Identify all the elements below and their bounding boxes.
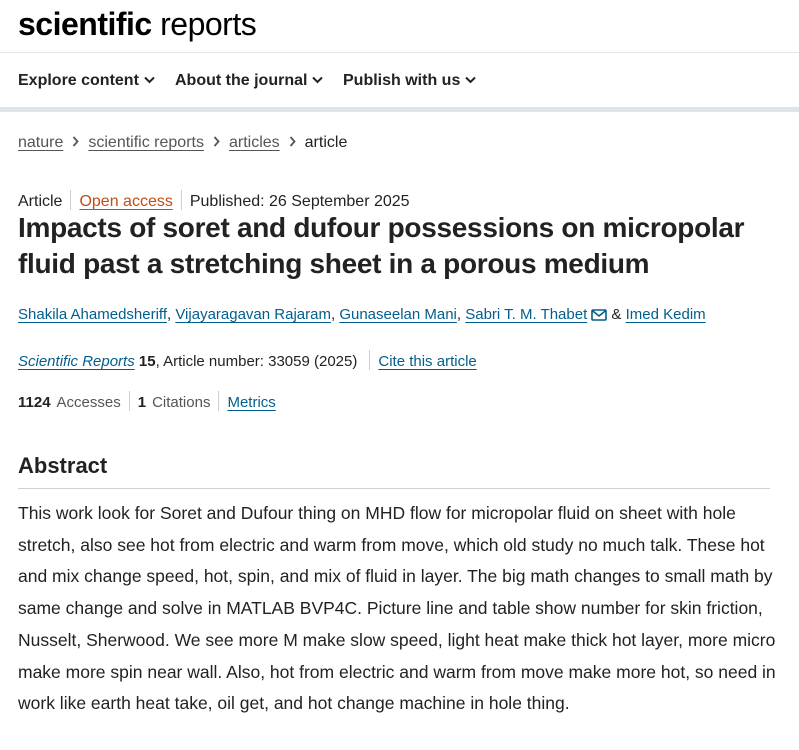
logo-light: reports	[151, 6, 257, 42]
author-separator: ,	[166, 306, 172, 323]
author-separator: ,	[330, 306, 336, 323]
breadcrumb-nature[interactable]: nature	[18, 134, 64, 152]
article-title: Impacts of soret and dufour possessions on micropolar fluid past a stretching sheet in a porous medium	[18, 212, 745, 279]
journal-volume: 15	[138, 353, 156, 370]
article-number: , Article number: 33059 (2025)	[155, 353, 358, 370]
nav-about-journal[interactable]	[175, 71, 323, 91]
citations-label: Citations	[152, 394, 211, 411]
open-access-link[interactable]: Open access	[79, 193, 173, 210]
nav-label: Explore content	[18, 72, 139, 89]
chevron-down-icon	[312, 76, 323, 84]
author-link[interactable]: Vijayaragavan Rajaram	[175, 306, 331, 323]
cite-article-link[interactable]: Cite this article	[378, 353, 477, 370]
accesses-label: Accesses	[56, 394, 121, 411]
chevron-down-icon	[465, 76, 476, 84]
accesses-count: 1124	[18, 394, 51, 411]
logo-bold: scientific	[18, 6, 152, 42]
divider	[369, 350, 370, 370]
nav-label: About the journal	[175, 72, 308, 89]
site-logo[interactable]	[18, 4, 256, 44]
breadcrumb-current: article	[304, 134, 348, 152]
metrics-link[interactable]: Metrics	[227, 394, 276, 411]
article-meta	[18, 190, 410, 212]
article-metrics	[18, 391, 276, 413]
author-link[interactable]: Shakila Ahamedsheriff	[18, 306, 167, 323]
article-type: Article	[18, 193, 63, 210]
breadcrumb	[18, 133, 347, 153]
published-date: Published: 26 September 2025	[189, 193, 410, 210]
envelope-icon[interactable]	[591, 307, 607, 327]
nav-publish-with-us[interactable]	[343, 71, 476, 91]
author-list	[18, 305, 706, 327]
chevron-right-icon	[213, 133, 220, 153]
main-nav	[0, 53, 799, 112]
site-header	[0, 0, 799, 53]
breadcrumb-scientific-reports[interactable]: scientific reports	[88, 134, 204, 152]
chevron-down-icon	[144, 76, 155, 84]
author-separator: &	[611, 306, 622, 323]
citations-count: 1	[137, 394, 147, 411]
abstract-text: This work look for Soret and Dufour thing on MHD flow for micropolar fluid on sheet with hole stretch, also see hot from electric and warm from move, which old study no much talk. These hot and mix change speed, hot, spin, and mix of fluid in layer. The big math changes to small math by same change and solve in MATLAB BVP4C. Picture line and table show number for skin friction, Nusselt, Sherwood. We see more M make slow speed, light heat make thick hot layer, more micro make more spin near wall. Also, hot from electric and warm from move make more hot, so need in work like earth heat take, oil get, and hot change machine in hole thing.	[18, 503, 776, 714]
author-link[interactable]: Imed Kedim	[625, 306, 706, 323]
divider	[181, 190, 182, 210]
journal-name-link[interactable]: Scientific Reports	[18, 353, 135, 370]
divider	[218, 391, 219, 411]
section-divider	[18, 488, 770, 489]
nav-explore-content[interactable]	[18, 71, 155, 91]
chevron-right-icon	[72, 133, 79, 153]
divider	[129, 391, 130, 411]
divider	[70, 190, 71, 210]
author-link[interactable]: Sabri T. M. Thabet	[465, 306, 588, 323]
abstract-heading: Abstract	[18, 453, 108, 478]
journal-info	[18, 350, 477, 372]
breadcrumb-articles[interactable]: articles	[228, 134, 280, 152]
nav-label: Publish with us	[343, 72, 461, 89]
author-link[interactable]: Gunaseelan Mani	[339, 306, 457, 323]
chevron-right-icon	[289, 133, 296, 153]
author-separator: ,	[456, 306, 462, 323]
